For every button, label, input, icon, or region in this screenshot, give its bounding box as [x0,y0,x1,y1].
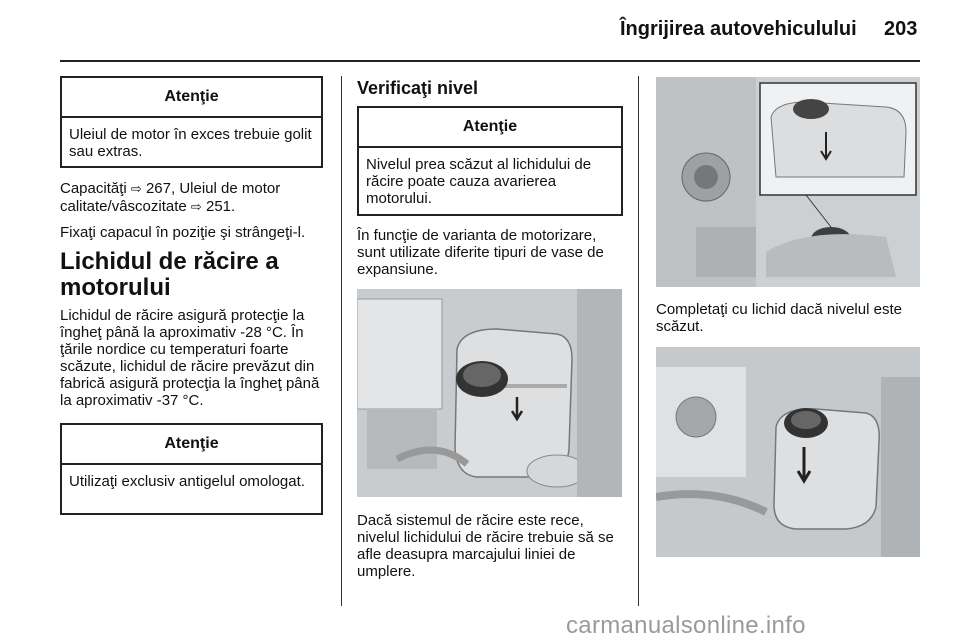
warning-title: Atenţie [359,108,621,148]
warning-text: Utilizaţi exclusiv antigelul omologat. [69,473,305,490]
warning-text: Nivelul prea scăzut al lichidului de răcire poate cauza avarierea motorului. [366,156,592,207]
subsection-title: Verificaţi nivel [357,78,479,98]
arrow-reference-icon: ⇨ [190,200,202,215]
coolant-tank-photo-3 [656,347,920,557]
column-1 [60,76,323,515]
coolant-tank-photo-2 [656,77,920,287]
column-2 [357,76,623,286]
capacity-mid-text: , Uleiul de motor calitate/vâscozitate [60,180,281,215]
section-title-line1: Lichidul de răcire a [60,248,279,275]
column-divider-1 [341,76,342,606]
warning-box-antifreeze [60,423,323,515]
page-ref-251[interactable]: 251 [205,198,232,215]
arrow-reference-icon: ⇨ [130,182,142,197]
refill-text: Completaţi cu lichid dacă nivelul este scăzut. [656,301,902,335]
column-2-lower [357,512,623,588]
warning-box-oil [60,76,323,168]
warning-title: Atenţie [62,78,321,118]
cap-instruction: Fixaţi capacul în poziţie şi strângeţi-l. [60,224,306,241]
page-header-title: Îngrijirea autovehiculului [620,18,857,40]
coolant-description: Lichidul de răcire asigură protecţie la îngheţ până la aproximativ -28 °C. În ţările nordice cu temperaturi foarte scăzute, lichidul de răcire prevăzut din fabrică asigură protecţia la îngheţ până la aproximativ -37 °C. [60,307,320,409]
column-3 [656,301,920,343]
watermark: carmanualsonline.info [566,612,806,639]
expansion-tank-text: În funcţie de varianta de motorizare, sunt utilizate diferite tipuri de vase de expansiune. [357,227,604,278]
warning-title: Atenţie [62,425,321,465]
fill-line-text: Dacă sistemul de răcire este rece, nivelul lichidului de răcire trebuie să se afle deasupra marcajului liniei de umplere. [357,512,614,580]
header-divider [60,60,920,62]
section-title [60,249,323,301]
warning-text: Uleiul de motor în exces trebuie golit sau extras. [69,126,312,160]
page-ref-267[interactable]: 267 [145,180,171,197]
warning-box-coolant-level [357,106,623,216]
section-title-line2: motorului [60,274,171,301]
column-divider-2 [638,76,639,606]
capacity-label: Capacităţi [60,180,127,197]
page-number: 203 [884,18,918,40]
capacity-reference [60,180,323,216]
capacity-end: . [231,198,236,215]
coolant-tank-photo-1 [357,289,622,497]
